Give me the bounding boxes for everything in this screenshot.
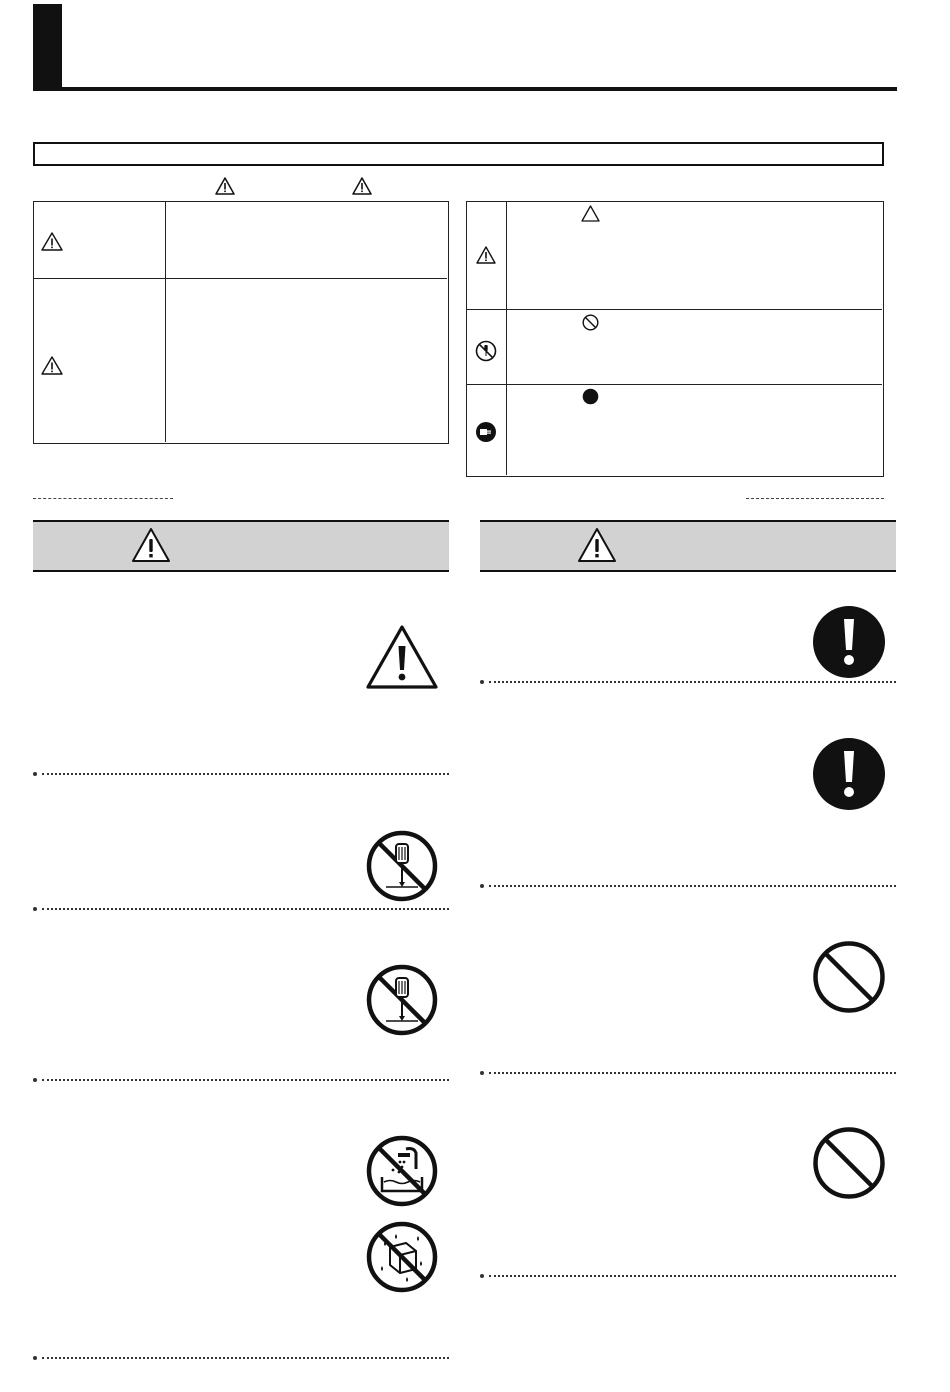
caution-triangle-icon (215, 177, 235, 195)
item-separator (489, 885, 896, 887)
symbol-legend-table (466, 201, 884, 477)
item-separator (489, 1072, 896, 1074)
intro-box (33, 142, 884, 166)
warning-section-header (33, 520, 449, 572)
prohibit-circle-icon (812, 1126, 886, 1200)
warning-level-table (33, 201, 449, 444)
item-separator (42, 773, 449, 775)
symbol-description (507, 310, 882, 385)
mandatory-dot-icon (582, 388, 599, 405)
item-separator (42, 908, 449, 910)
do-not-disassemble-icon (366, 830, 438, 902)
list-bullet (33, 1356, 37, 1360)
list-bullet (480, 1071, 484, 1075)
mandatory-exclamation-icon (812, 737, 886, 811)
symbol-description (507, 385, 882, 475)
unplug-icon (475, 421, 497, 443)
no-wet-icon (366, 1221, 438, 1293)
symbol-description (507, 202, 882, 310)
list-bullet (33, 772, 37, 776)
caution-triangle-icon (352, 177, 372, 195)
mandatory-exclamation-icon (812, 605, 886, 679)
header-rule (33, 87, 897, 91)
warning-triangle-icon (41, 232, 63, 251)
item-separator (489, 681, 896, 683)
table-row-description (166, 279, 447, 442)
separator (746, 498, 884, 499)
caution-outline-triangle-icon (581, 205, 600, 222)
item-separator (42, 1079, 449, 1081)
prohibit-circle-icon (582, 314, 599, 331)
do-not-disassemble-icon (475, 340, 497, 362)
prohibit-circle-icon (812, 940, 886, 1014)
caution-triangle-icon (476, 246, 496, 264)
do-not-disassemble-icon (366, 964, 438, 1036)
no-water-splash-icon (366, 1135, 438, 1207)
warning-triangle-icon (365, 624, 439, 690)
item-separator (42, 1357, 449, 1359)
caution-triangle-icon (41, 356, 63, 375)
list-bullet (33, 907, 37, 911)
caution-triangle-icon (577, 527, 617, 563)
list-bullet (33, 1078, 37, 1082)
separator (33, 498, 173, 499)
chapter-marker-block (33, 4, 62, 91)
caution-section-header (480, 520, 896, 572)
list-bullet (480, 680, 484, 684)
warning-triangle-icon (131, 527, 171, 563)
list-bullet (480, 1274, 484, 1278)
list-bullet (480, 884, 484, 888)
table-row-description (166, 202, 447, 279)
item-separator (489, 1275, 896, 1277)
